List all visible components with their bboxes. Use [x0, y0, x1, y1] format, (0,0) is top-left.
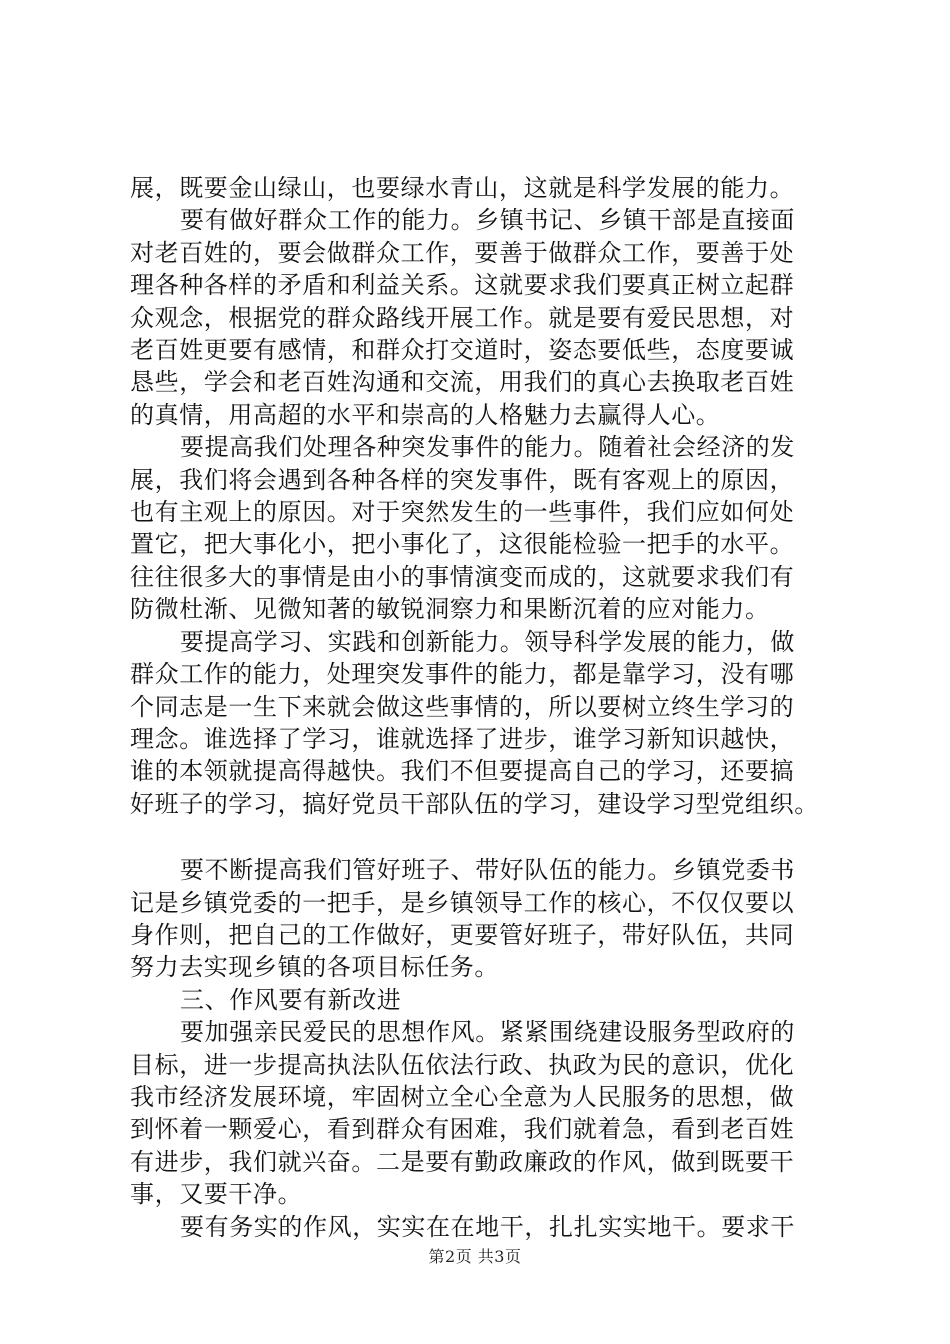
section-heading: 三、作风要有新改进: [180, 985, 402, 1014]
text-line: 恳些，学会和老百姓沟通和交流，用我们的真心去换取老百姓: [130, 368, 795, 397]
paragraph-emergency: 要提高我们处理各种突发事件的能力。随着社会经济的发: [180, 433, 795, 462]
text-line: 对老百姓的，要会做群众工作，要善于做群众工作，要善于处: [130, 238, 795, 267]
text-line: 理念。谁选择了学习，谁就选择了进步，谁学习新知识越快，: [130, 724, 795, 753]
text-line: 众观念，根据党的群众路线开展工作。就是要有爱民思想，对: [130, 303, 795, 332]
text-line: 防微杜渐、见微知著的敏锐洞察力和果断沉着的应对能力。: [130, 595, 770, 624]
text-line: 目标，进一步提高执法队伍依法行政、执政为民的意识，优化: [130, 1050, 795, 1079]
paragraph-work-style: 要加强亲民爱民的思想作风。紧紧围绕建设服务型政府的: [180, 1018, 795, 1047]
text-line: 老百姓更要有感情，和群众打交道时，姿态要低些，态度要诚: [130, 336, 795, 365]
text-line: 个同志是一生下来就会做这些事情的，所以要树立终生学习的: [130, 692, 795, 721]
text-line: 置它，把大事化小，把小事化了，这很能检验一把手的水平。: [130, 530, 795, 559]
text-line: 展，我们将会遇到各种各样的突发事件，既有客观上的原因，: [130, 465, 795, 494]
text-line: 往往很多大的事情是由小的事情演变而成的，这就要求我们有: [130, 562, 795, 591]
text-line: 好班子的学习，搞好党员干部队伍的学习，建设学习型党组织。: [130, 789, 819, 818]
text-line: 群众工作的能力，处理突发事件的能力，都是靠学习，没有哪: [130, 660, 795, 689]
paragraph-learning: 要提高学习、实践和创新能力。领导科学发展的能力，做: [180, 627, 795, 656]
paragraph-pragmatic-style: 要有务实的作风，实实在在地干，扎扎实实地干。要求干: [180, 1212, 795, 1241]
text-line: 努力去实现乡镇的各项目标任务。: [130, 953, 499, 982]
text-line: 身作则，把自己的工作做好，更要管好班子，带好队伍，共同: [130, 920, 795, 949]
text-line: 事，又要干净。: [130, 1180, 303, 1209]
text-line: 的真情，用高超的水平和崇高的人格魅力去赢得人心。: [130, 400, 721, 429]
text-line: 理各种各样的矛盾和利益关系。这就要求我们要真正树立起群: [130, 271, 795, 300]
paragraph-team-management: 要不断提高我们管好班子、带好队伍的能力。乡镇党委书: [180, 856, 795, 885]
text-line: 展，既要金山绿山，也要绿水青山，这就是科学发展的能力。: [130, 174, 795, 202]
text-line: 我市经济发展环境，牢固树立全心全意为人民服务的思想，做: [130, 1082, 795, 1111]
paragraph-mass-work: 要有做好群众工作的能力。乡镇书记、乡镇干部是直接面: [180, 206, 795, 235]
text-line: 有进步，我们就兴奋。二是要有勤政廉政的作风，做到既要干: [130, 1147, 795, 1176]
text-line: 谁的本领就提高得越快。我们不但要提高自己的学习，还要搞: [130, 757, 795, 786]
page-number-footer: 第2页 共3页: [428, 1247, 522, 1266]
text-line: 记是乡镇党委的一把手，是乡镇领导工作的核心，不仅仅要以: [130, 888, 795, 917]
text-line: 到怀着一颗爱心，看到群众有困难，我们就着急，看到老百姓: [130, 1115, 795, 1144]
text-line: 也有主观上的原因。对于突然发生的一些事件，我们应如何处: [130, 498, 795, 527]
document-body: [130, 172, 830, 1243]
